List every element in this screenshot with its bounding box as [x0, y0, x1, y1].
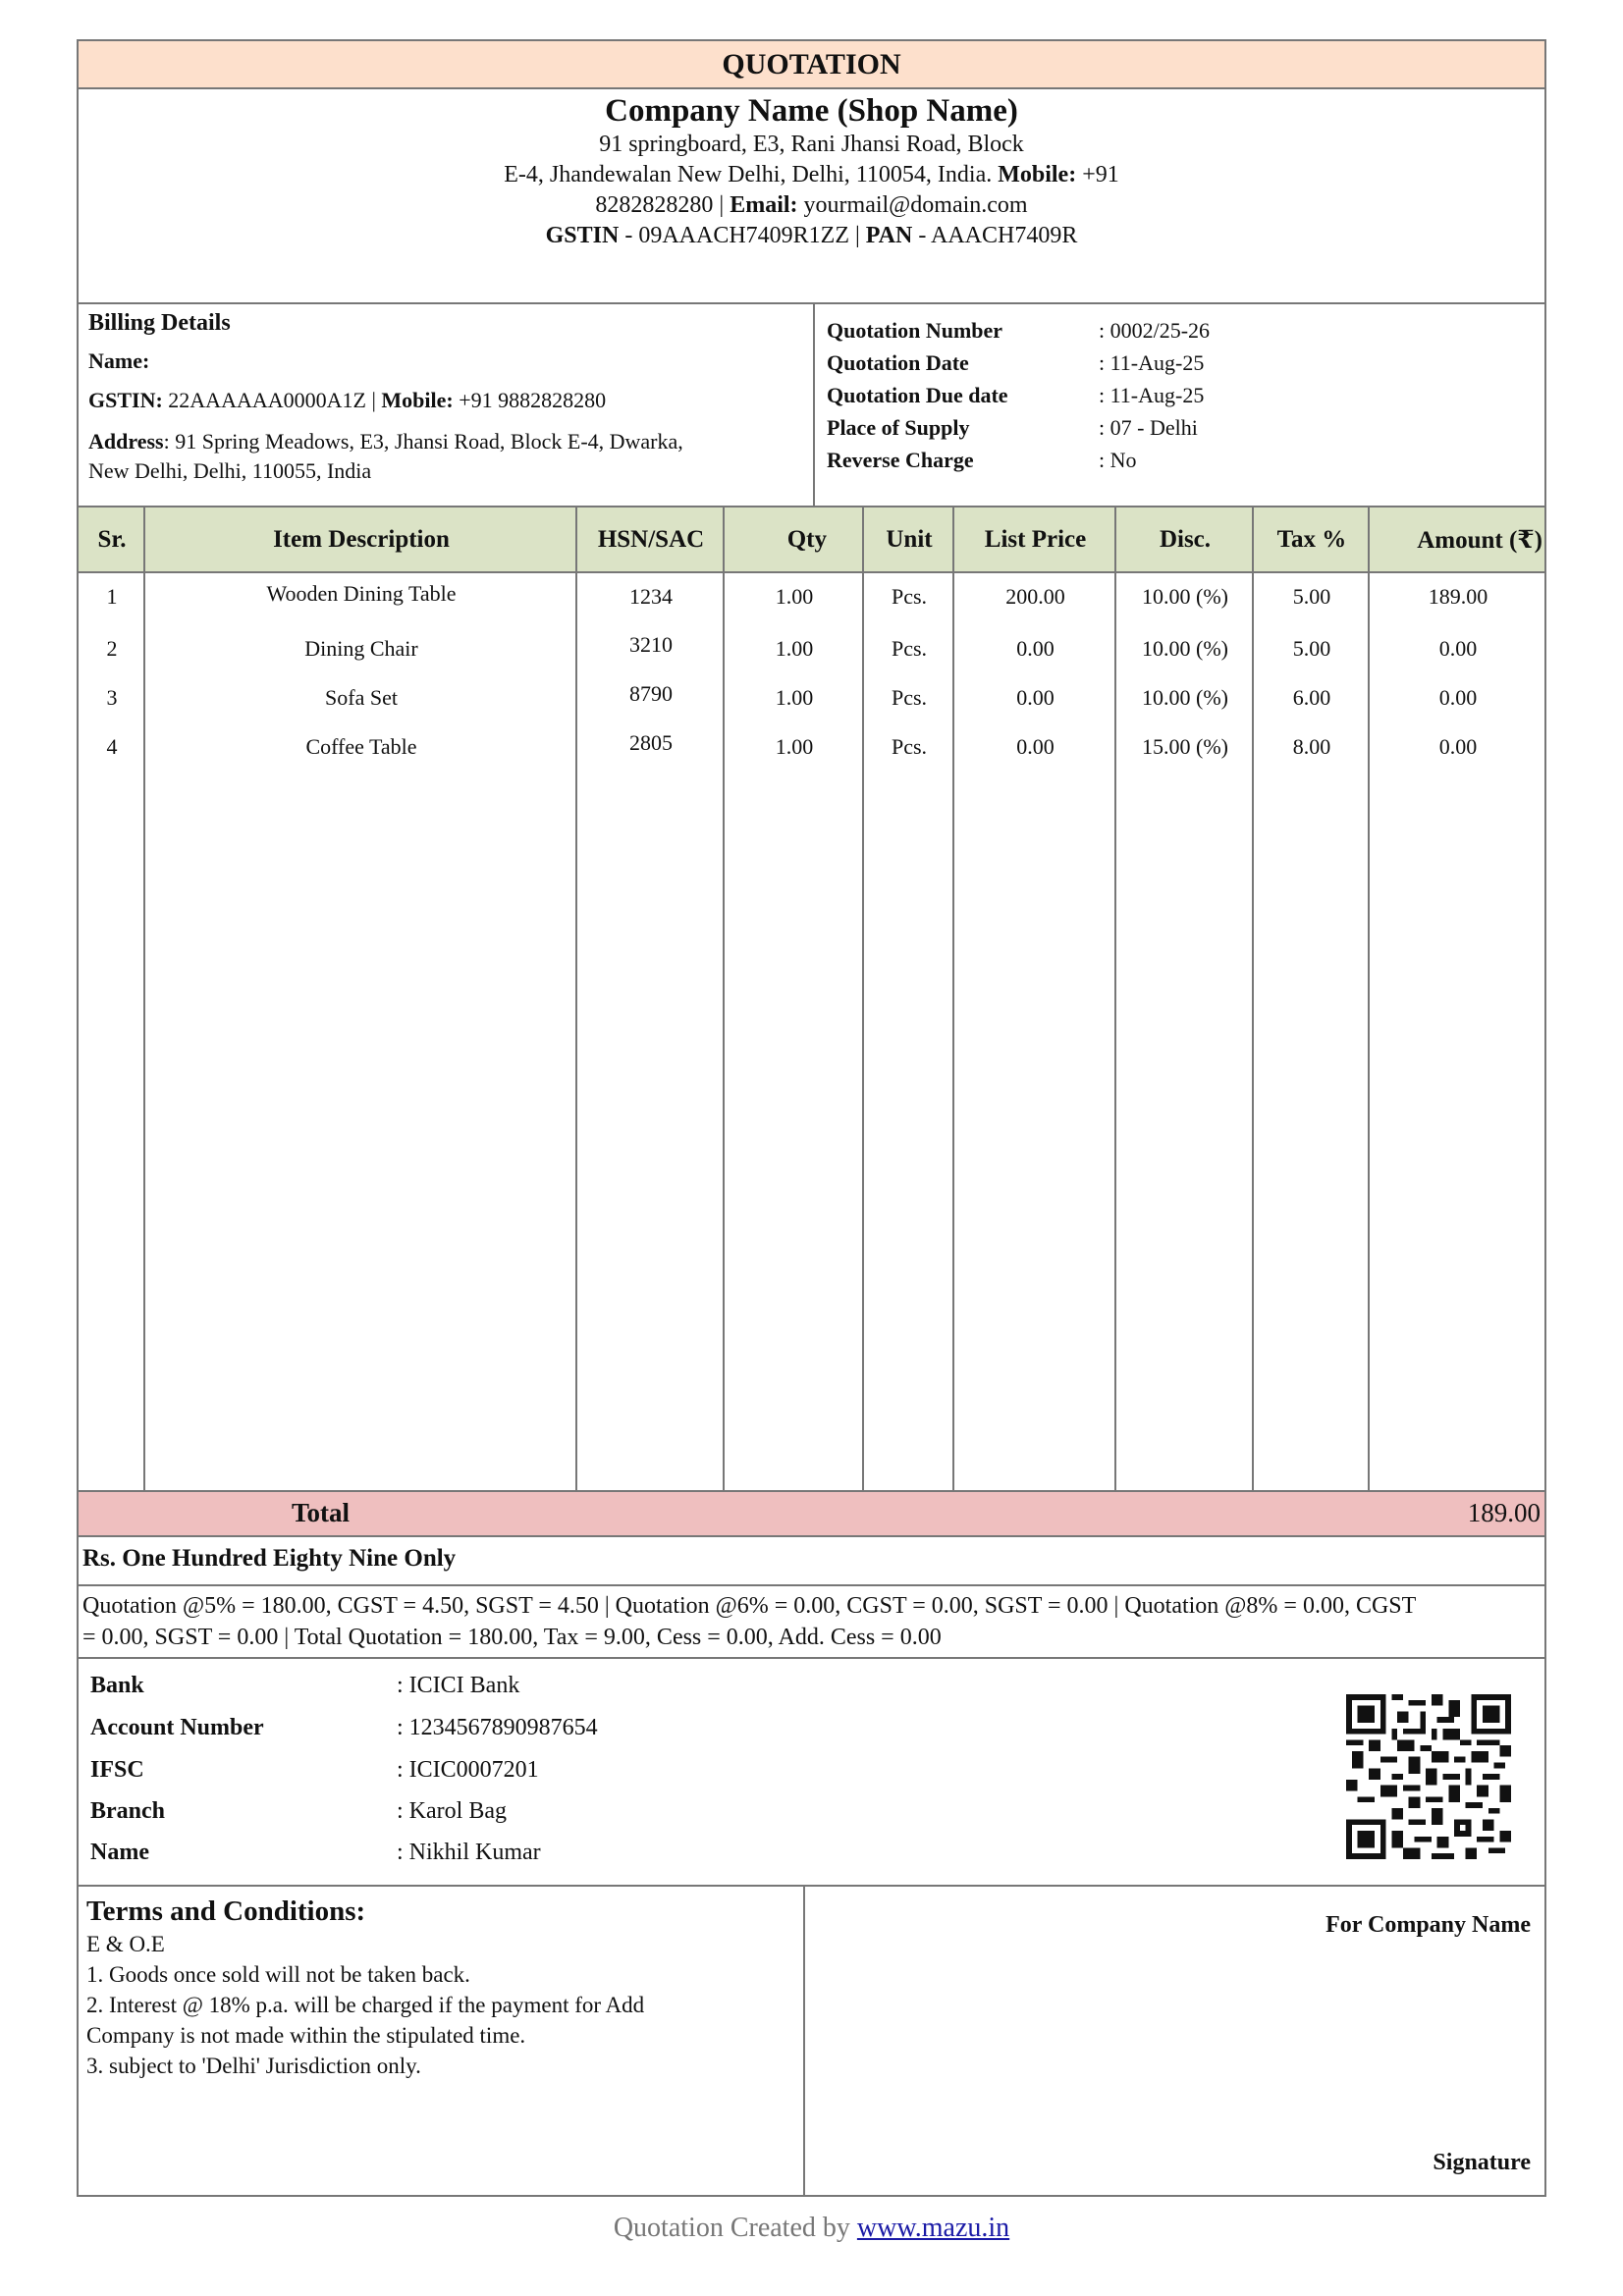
bank-details — [79, 1659, 1544, 1887]
terms-line: Company is not made within the stipulated time. — [86, 2023, 526, 2048]
bank-row — [90, 1673, 519, 1699]
cell-qty: 1.00 — [775, 734, 814, 759]
account-number-row — [90, 1715, 598, 1741]
qr-code-icon — [1346, 1688, 1511, 1865]
cell-tax: 8.00 — [1292, 734, 1331, 759]
quotation-due-date-value: : 11-Aug-25 — [1099, 382, 1205, 407]
billing-address-label: Address — [88, 429, 164, 454]
cell-sr: 2 — [106, 636, 118, 661]
cell-qty: 1.00 — [775, 685, 814, 710]
cell-hsn: 1234 — [629, 584, 673, 609]
account-number-value: : 1234567890987654 — [397, 1715, 598, 1740]
cell-disc: 10.00 (%) — [1142, 636, 1228, 661]
for-company-label: For Company Name — [1325, 1912, 1531, 1938]
place-of-supply-label: Place of Supply — [827, 414, 970, 440]
cell-sr: 1 — [106, 584, 118, 609]
bank-label: Bank — [90, 1673, 144, 1698]
ifsc-row — [90, 1757, 539, 1784]
cell-amount: 0.00 — [1438, 734, 1478, 759]
total-value: 189.00 — [1467, 1498, 1541, 1527]
billing-gstin-label: GSTIN: — [88, 388, 163, 412]
tax-summary-line1: Quotation @5% = 180.00, CGST = 4.50, SGST = 4.50 | Quotation @6% = 0.00, CGST = 0.00, SGST = 0.00 | Quotation @8% = 0.00, CGST — [82, 1593, 1417, 1619]
terms-line: 1. Goods once sold will not be taken back. — [86, 1962, 470, 1987]
cell-disc: 10.00 (%) — [1142, 685, 1228, 710]
col-hsn — [577, 507, 725, 1529]
cell-description: Coffee Table — [305, 734, 417, 759]
quotation-info — [815, 304, 1546, 506]
terms-and-conditions — [79, 1887, 805, 2197]
company-mobile-part1: +91 — [1082, 162, 1119, 187]
company-mobile-label: Mobile: — [998, 162, 1077, 187]
cell-unit: Pcs. — [891, 734, 928, 759]
place-of-supply-value: : 07 - Delhi — [1099, 414, 1198, 440]
billing-address — [88, 427, 803, 486]
cell-unit: Pcs. — [891, 685, 928, 710]
cell-hsn: 2805 — [629, 730, 673, 755]
footer — [0, 2213, 1623, 2244]
terms-line: 3. subject to 'Delhi' Jurisdiction only. — [86, 2054, 421, 2078]
quotation-due-date-label: Quotation Due date — [827, 382, 1008, 407]
document-title: QUOTATION — [79, 41, 1544, 89]
billing-mobile: +91 9882828280 — [459, 388, 607, 412]
account-number-label: Account Number — [90, 1715, 264, 1740]
cell-tax: 5.00 — [1292, 584, 1331, 609]
quotation-document — [77, 39, 1546, 2197]
billing-heading: Billing Details — [88, 310, 231, 336]
company-email-label: Email: — [730, 192, 798, 218]
cell-description: Wooden Dining Table — [266, 581, 457, 606]
branch-value: : Karol Bag — [397, 1798, 507, 1824]
cell-description: Sofa Set — [325, 685, 398, 710]
branch-row — [90, 1798, 507, 1825]
cell-amount: 0.00 — [1438, 636, 1478, 661]
cell-unit: Pcs. — [891, 584, 928, 609]
billing-mobile-label: Mobile: — [381, 388, 454, 412]
total-row — [79, 1490, 1544, 1537]
account-name-value: : Nikhil Kumar — [397, 1840, 541, 1865]
reverse-charge-label: Reverse Charge — [827, 447, 974, 472]
company-gstin: - 09AAACH7409R1ZZ | — [624, 223, 860, 248]
signature-label: Signature — [1433, 2150, 1531, 2175]
quotation-info-row — [827, 444, 1535, 476]
header-disc: Disc. — [1159, 525, 1212, 553]
header-unit: Unit — [886, 525, 933, 553]
cell-tax: 6.00 — [1292, 685, 1331, 710]
cell-description: Dining Chair — [304, 636, 418, 661]
cell-qty: 1.00 — [775, 636, 814, 661]
company-pan: - AAACH7409R — [918, 223, 1078, 248]
billing-address-line1: : 91 Spring Meadows, E3, Jhansi Road, Block E-4, Dwarka, — [163, 429, 683, 454]
company-mobile-part2: 8282828280 | — [595, 192, 725, 218]
cell-disc: 10.00 (%) — [1142, 584, 1228, 609]
cell-sr: 4 — [106, 734, 118, 759]
total-label: Total — [292, 1498, 351, 1527]
cell-hsn: 8790 — [629, 681, 673, 706]
billing-name-label: Name: — [88, 348, 150, 373]
header-list-price: List Price — [984, 525, 1087, 553]
cell-amount: 0.00 — [1438, 685, 1478, 710]
tax-summary — [79, 1586, 1544, 1659]
bank-value: : ICICI Bank — [397, 1673, 520, 1698]
cell-list-price: 0.00 — [1016, 685, 1055, 710]
cell-hsn: 3210 — [629, 632, 673, 657]
quotation-info-row — [827, 347, 1535, 379]
company-contact-line — [79, 190, 1544, 221]
cell-sr: 3 — [106, 685, 118, 710]
company-header — [79, 89, 1544, 304]
company-tax-ids — [79, 221, 1544, 251]
cell-list-price: 200.00 — [1005, 584, 1065, 609]
company-email: yourmail@domain.com — [803, 192, 1028, 218]
footer-text: Quotation Created by — [613, 2213, 850, 2243]
quotation-date-value: : 11-Aug-25 — [1099, 349, 1205, 375]
cell-amount: 189.00 — [1428, 584, 1488, 609]
cell-qty: 1.00 — [775, 584, 814, 609]
ifsc-value: : ICIC0007201 — [397, 1757, 539, 1783]
cell-unit: Pcs. — [891, 636, 928, 661]
header-qty: Qty — [786, 525, 827, 553]
company-address-line1: 91 springboard, E3, Rani Jhansi Road, Block — [599, 132, 1024, 157]
company-name: Company Name (Shop Name) — [605, 93, 1018, 129]
cell-tax: 5.00 — [1292, 636, 1331, 661]
account-name-label: Name — [90, 1840, 149, 1865]
reverse-charge-value: : No — [1099, 447, 1137, 472]
cell-list-price: 0.00 — [1016, 734, 1055, 759]
quotation-number-label: Quotation Number — [827, 317, 1003, 343]
company-address-line2 — [79, 160, 1544, 190]
header-hsn: HSN/SAC — [597, 525, 705, 553]
tax-summary-line2: = 0.00, SGST = 0.00 | Total Quotation = 180.00, Tax = 9.00, Cess = 0.00, Add. Cess = 0.00 — [82, 1625, 942, 1650]
cell-list-price: 0.00 — [1016, 636, 1055, 661]
quotation-info-row — [827, 379, 1535, 411]
header-description: Item Description — [273, 525, 450, 553]
header-sr: Sr. — [97, 525, 127, 553]
company-gstin-label: GSTIN — [545, 223, 620, 248]
amount-in-words: Rs. One Hundred Eighty Nine Only — [79, 1537, 1544, 1586]
terms-line: 2. Interest @ 18% p.a. will be charged if the payment for Add — [86, 1993, 645, 2017]
billing-gstin-row — [88, 388, 803, 413]
quotation-number-value: : 0002/25-26 — [1099, 317, 1211, 343]
billing-address-line2: New Delhi, Delhi, 110055, India — [88, 458, 372, 483]
terms-heading: Terms and Conditions: — [86, 1896, 366, 1927]
header-amount: Amount (₹) — [1417, 526, 1542, 554]
company-pan-label: PAN — [865, 223, 913, 248]
quotation-date-label: Quotation Date — [827, 349, 969, 375]
account-name-row — [90, 1840, 541, 1866]
quotation-info-row — [827, 411, 1535, 444]
terms-line: E & O.E — [86, 1932, 165, 1956]
billing-details — [79, 304, 815, 506]
cell-disc: 15.00 (%) — [1142, 734, 1228, 759]
ifsc-label: IFSC — [90, 1757, 144, 1783]
header-tax: Tax % — [1276, 525, 1347, 553]
billing-gstin: 22AAAAAA0000A1Z | — [168, 388, 376, 412]
quotation-info-row — [827, 314, 1535, 347]
branch-label: Branch — [90, 1798, 166, 1824]
footer-link[interactable]: www.mazu.in — [856, 2213, 1010, 2243]
company-address-text: E-4, Jhandewalan New Delhi, Delhi, 110054, India. — [504, 162, 993, 187]
